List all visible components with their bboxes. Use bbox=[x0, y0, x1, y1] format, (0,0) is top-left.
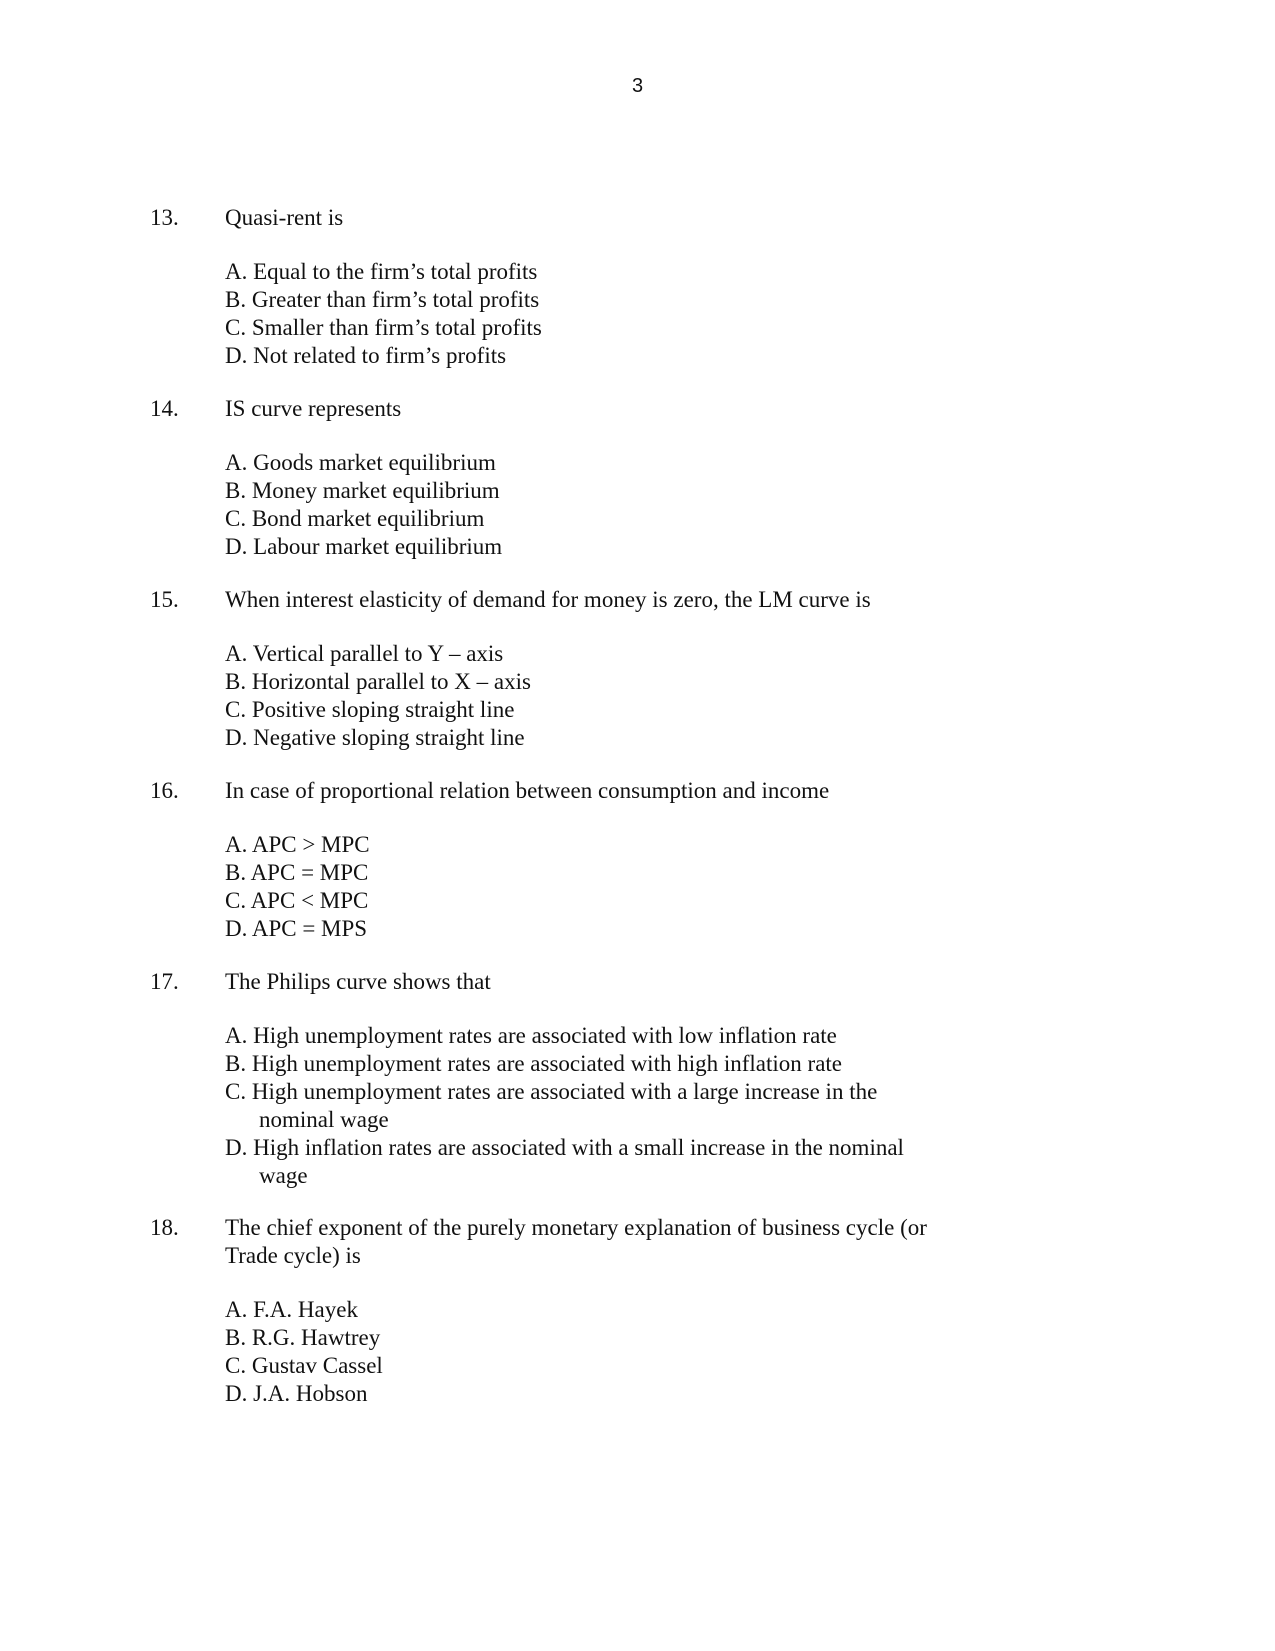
option-list bbox=[225, 258, 1010, 370]
question-17 bbox=[150, 968, 1010, 1190]
question-16 bbox=[150, 777, 1010, 943]
option-c: C. Bond market equilibrium bbox=[225, 506, 485, 531]
option-b: B. Greater than firm’s total profits bbox=[225, 287, 540, 312]
option-d: D. APC = MPS bbox=[225, 916, 368, 941]
option-b: B. R.G. Hawtrey bbox=[225, 1325, 381, 1350]
question-15 bbox=[150, 586, 1010, 752]
option-c: C. Smaller than firm’s total profits bbox=[225, 315, 542, 340]
option-list bbox=[225, 449, 1010, 561]
option-c: C. High unemployment rates are associated with a large increase in the nominal wage bbox=[225, 1079, 878, 1132]
option-d: D. Not related to firm’s profits bbox=[225, 343, 507, 368]
question-text: In case of proportional relation between consumption and income bbox=[225, 778, 830, 803]
question-number: 17. bbox=[150, 969, 179, 994]
option-a: A. Goods market equilibrium bbox=[225, 450, 496, 475]
question-text: The Philips curve shows that bbox=[225, 969, 491, 994]
option-c: C. APC < MPC bbox=[225, 888, 369, 913]
question-13 bbox=[150, 204, 1010, 370]
option-list bbox=[225, 1022, 925, 1190]
question-number: 18. bbox=[150, 1215, 179, 1240]
option-d: D. J.A. Hobson bbox=[225, 1381, 368, 1406]
option-a: A. F.A. Hayek bbox=[225, 1297, 358, 1322]
option-a: A. Vertical parallel to Y – axis bbox=[225, 641, 504, 666]
question-14 bbox=[150, 395, 1010, 561]
option-c: C. Gustav Cassel bbox=[225, 1353, 383, 1378]
option-a: A. High unemployment rates are associated with low inflation rate bbox=[225, 1023, 837, 1048]
option-b: B. Horizontal parallel to X – axis bbox=[225, 669, 531, 694]
question-text: Quasi-rent is bbox=[225, 205, 344, 230]
page-number: 3 bbox=[631, 75, 644, 97]
option-list bbox=[225, 640, 1010, 752]
option-b: B. APC = MPC bbox=[225, 860, 369, 885]
question-18 bbox=[150, 1214, 1010, 1408]
option-d: D. Labour market equilibrium bbox=[225, 534, 503, 559]
option-c: C. Positive sloping straight line bbox=[225, 697, 515, 722]
option-list bbox=[225, 1296, 1010, 1408]
question-number: 13. bbox=[150, 205, 179, 230]
option-a: A. Equal to the firm’s total profits bbox=[225, 259, 538, 284]
option-b: B. High unemployment rates are associated with high inflation rate bbox=[225, 1051, 843, 1076]
question-text: IS curve represents bbox=[225, 396, 402, 421]
option-d: D. Negative sloping straight line bbox=[225, 725, 525, 750]
option-a: A. APC > MPC bbox=[225, 832, 370, 857]
question-number: 14. bbox=[150, 396, 179, 421]
option-list bbox=[225, 831, 1010, 943]
question-number: 15. bbox=[150, 587, 179, 612]
option-b: B. Money market equilibrium bbox=[225, 478, 500, 503]
question-text: The chief exponent of the purely monetary explanation of business cycle (or Trade cycle) is bbox=[225, 1215, 927, 1268]
question-number: 16. bbox=[150, 778, 179, 803]
option-d: D. High inflation rates are associated with a small increase in the nominal wage bbox=[225, 1135, 904, 1188]
question-text: When interest elasticity of demand for money is zero, the LM curve is bbox=[225, 587, 871, 612]
